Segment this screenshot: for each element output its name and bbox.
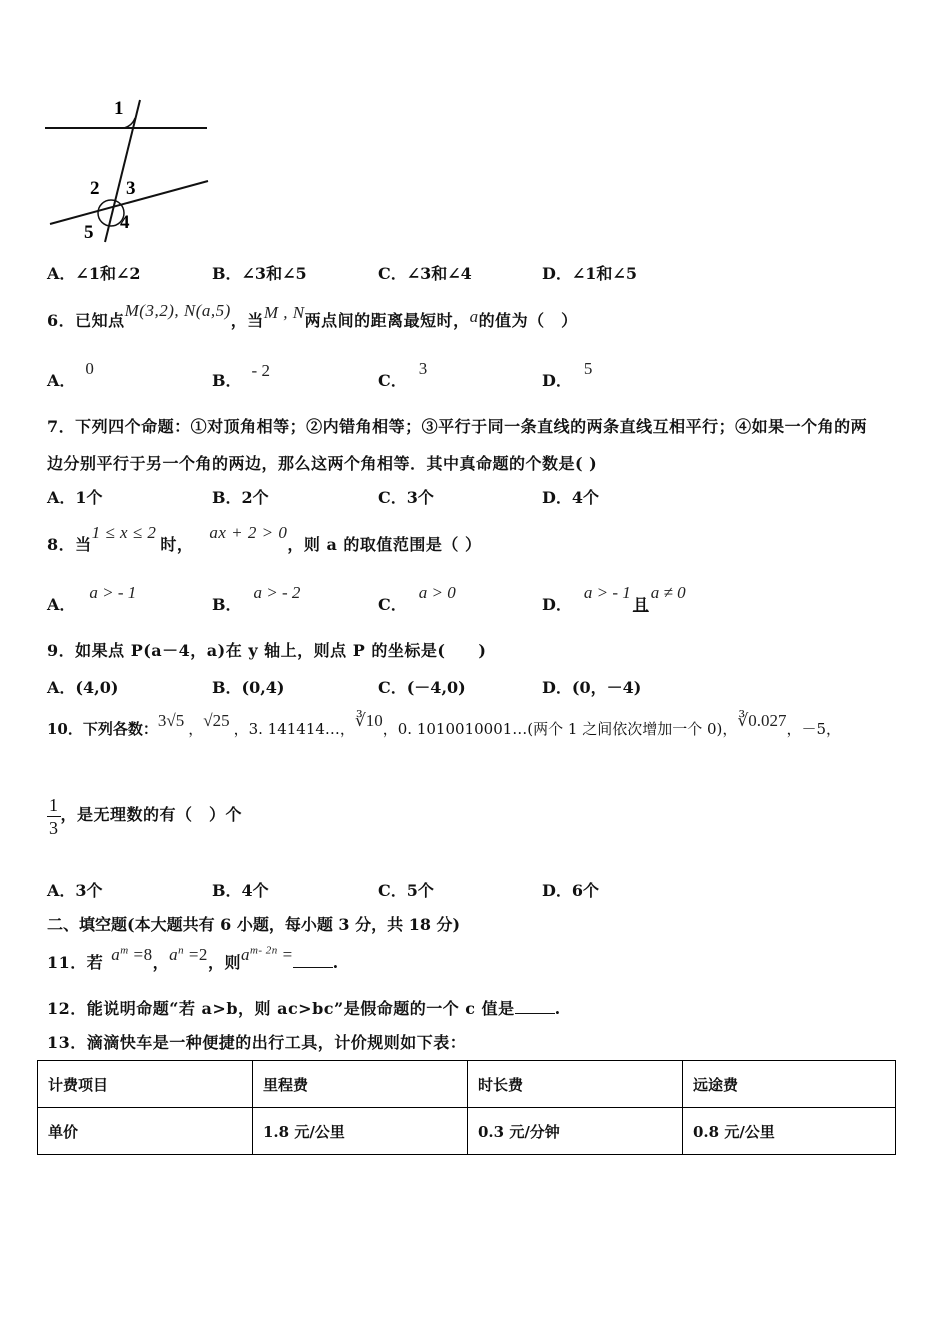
- q5-option-b[interactable]: B．∠3和∠5: [212, 264, 307, 283]
- pricing-table: [37, 1060, 896, 1155]
- q11-expr-am-2n: $a^{m- 2n}$ =: [240, 944, 293, 964]
- q12-answer-blank[interactable]: [515, 999, 555, 1014]
- q8-inequality: ax + 2 > 0: [209, 523, 288, 542]
- angle-label-4: 4: [120, 212, 130, 233]
- angle-label-2: 2: [90, 178, 100, 199]
- q13-stem: 13．滴滴快车是一种便捷的出行工具，计价规则如下表：: [47, 1033, 467, 1052]
- q6-mid: ，当: [230, 311, 264, 330]
- angle-label-3: 3: [126, 178, 136, 199]
- q9-option-b[interactable]: B．(0,4): [212, 678, 285, 697]
- q10-option-b[interactable]: B．4个: [212, 881, 269, 900]
- q6-option-a[interactable]: A．0: [47, 359, 94, 390]
- q7-option-d[interactable]: D．4个: [542, 488, 600, 507]
- table-cell: 0.3 元/分钟: [468, 1108, 683, 1155]
- q10-num-root25: √25: [203, 711, 230, 730]
- q10-option-c[interactable]: C．5个: [378, 881, 434, 900]
- q8-option-c[interactable]: C．a > 0: [378, 583, 456, 614]
- q11-stem: 11．若 $a^m =8$，$a^n =2$，则$a^{m- 2n}$ = .: [47, 944, 339, 972]
- q6-number: 6．已知点: [47, 311, 125, 330]
- angle-label-5: 5: [84, 222, 94, 243]
- q5-option-d[interactable]: D．∠1和∠5: [542, 264, 637, 283]
- q7-option-a[interactable]: A．1个: [47, 488, 103, 507]
- table-header-row: [38, 1061, 896, 1108]
- q8-option-b[interactable]: B．a > - 2: [212, 583, 301, 614]
- q9-option-a[interactable]: A．(4,0): [47, 678, 119, 697]
- q10-option-a[interactable]: A．3个: [47, 881, 103, 900]
- q7-option-b[interactable]: B．2个: [212, 488, 269, 507]
- q10-option-d[interactable]: D．6个: [542, 881, 600, 900]
- q6-option-d[interactable]: D．5: [542, 359, 593, 390]
- q7-option-c[interactable]: C．3个: [378, 488, 434, 507]
- q8-number: 8．当: [47, 535, 92, 554]
- angle-figure: [40, 92, 215, 247]
- table-cell: 1.8 元/公里: [253, 1108, 468, 1155]
- q8-option-d[interactable]: D．a > - 1且a ≠ 0: [542, 583, 686, 614]
- q8-condition: 1 ≤ x ≤ 2: [91, 523, 157, 542]
- q6-option-b[interactable]: B．- 2: [212, 361, 270, 390]
- q5-option-a[interactable]: A．∠1和∠2: [47, 264, 141, 283]
- q10-num-3root5: 3√5: [157, 711, 185, 730]
- q10-num-3141414: ，3. 141414…，: [233, 720, 355, 738]
- q6-option-c[interactable]: C．3: [378, 359, 428, 390]
- q10-num-decimal: ，0. 1010010001…(两个 1 之间依次增加一个 0)，: [382, 720, 738, 738]
- q6-stem: [47, 301, 578, 331]
- q11-number: 11．若: [47, 953, 104, 972]
- q10-number: 10．下列各数：: [47, 720, 158, 738]
- q6-points: M(3,2), N(a,5): [124, 301, 231, 320]
- q11-expr-an: $a^n =2$: [169, 944, 208, 964]
- table-header-cell: 里程费: [253, 1061, 468, 1108]
- q6-tail: 两点间的距离最短时，: [304, 311, 470, 330]
- q8-mid: 时，: [160, 535, 194, 554]
- q8-end: ，则 a 的取值范围是（ ）: [287, 535, 482, 554]
- q6-a: a: [469, 307, 479, 326]
- q10-num-cuberoot0027: ∛0.027: [737, 711, 787, 730]
- q6-mn: M , N: [263, 303, 305, 322]
- q9-option-c[interactable]: C．(－4,0): [378, 678, 466, 697]
- table-header-cell: 时长费: [468, 1061, 683, 1108]
- q8-option-d-and: 且: [632, 595, 649, 614]
- q9-option-d[interactable]: D．(0，－4): [542, 678, 642, 697]
- q11-expr-am: $a^m =8$: [111, 944, 153, 964]
- q11-answer-blank[interactable]: [293, 953, 333, 968]
- angle-label-1: 1: [114, 98, 124, 119]
- q8-option-a[interactable]: A．a > - 1: [47, 583, 137, 614]
- q8-stem: [47, 523, 482, 555]
- table-header-cell: 远途费: [683, 1061, 896, 1108]
- q12-stem: 12．能说明命题“若 a>b，则 ac>bc”是假命题的一个 c 值是 .: [47, 999, 561, 1018]
- section-fill-in-title: 二、填空题(本大题共有 6 小题，每小题 3 分，共 18 分): [47, 915, 461, 934]
- table-cell: 0.8 元/公里: [683, 1108, 896, 1155]
- table-header-cell: 计费项目: [38, 1061, 253, 1108]
- q10-stem-line2: [47, 794, 242, 839]
- q7-stem-line2: 边分别平行于另一个角的两边，那么这两个角相等．其中真命题的个数是( ): [47, 454, 598, 473]
- table-cell: 单价: [38, 1108, 253, 1155]
- q10-fraction: $\frac{1}{3}$: [49, 795, 59, 838]
- q10-num-cuberoot10: ∛10: [354, 711, 383, 730]
- q7-stem-line1: 7．下列四个命题：①对顶角相等；②内错角相等；③平行于同一条直线的两条直线互相平行；④如果一个角的两: [47, 417, 868, 436]
- q10-stem: 10．下列各数：3√5 ，√25 ，3. 141414…，∛10，0. 1010010001…(两个 1 之间依次增加一个 0)，∛0.027，－5，: [47, 711, 842, 738]
- q9-stem: 9．如果点 P(a－4，a)在 y 轴上，则点 P 的坐标是( ): [47, 641, 487, 660]
- q10-tail: ，是无理数的有（ ）个: [60, 805, 243, 824]
- q5-option-c[interactable]: C．∠3和∠4: [378, 264, 472, 283]
- q10-num-minus5: ，－5，: [786, 720, 842, 738]
- table-row: [38, 1108, 896, 1155]
- q6-end: 的值为（ ）: [478, 311, 578, 330]
